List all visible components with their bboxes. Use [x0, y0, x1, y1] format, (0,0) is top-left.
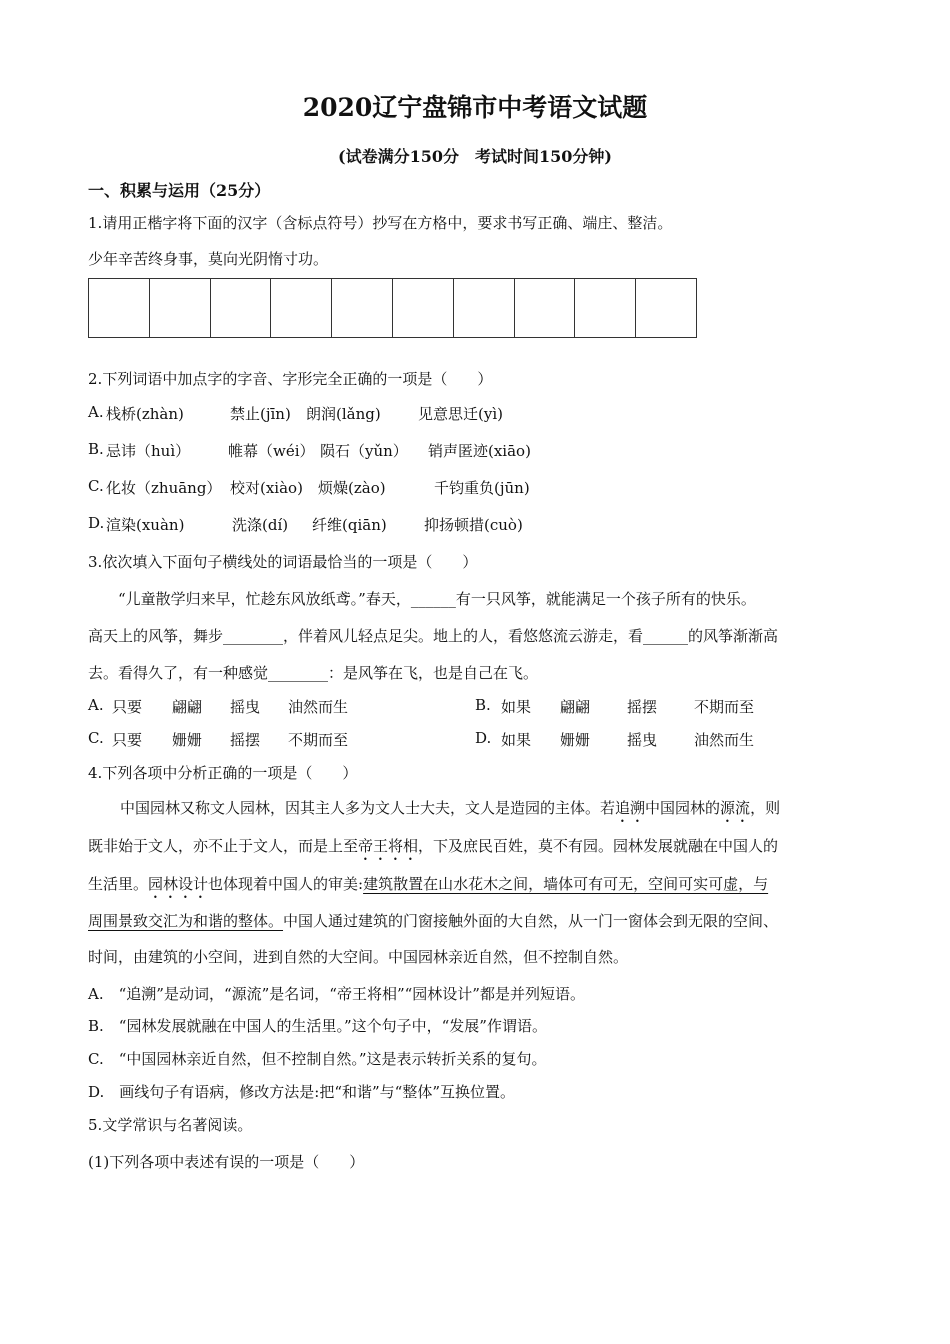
option-word: 只要	[112, 731, 143, 749]
option-word: 姗姗	[560, 731, 591, 749]
grid-cell[interactable]	[393, 279, 454, 337]
dotted-word: 源流	[720, 799, 751, 817]
grid-cell[interactable]	[515, 279, 576, 337]
question-text: 请用正楷字将下面的汉字（含标点符号）抄写在方格中，要求书写正确、端庄、整洁。	[102, 214, 673, 232]
option-c[interactable]: C. “中国园林亲近自然，但不控制自然。”这是表示转折关系的复句。	[88, 1050, 547, 1068]
question-text: 下列各项中分析正确的一项是（ ）	[102, 764, 358, 782]
question-number: 3.	[88, 553, 103, 571]
text-run: 中国园林又称文人园林，因其主人多为文人士大夫，文人是造园的主体。若	[120, 799, 616, 817]
option-word: 洗涤(dí)	[232, 516, 289, 534]
question-5	[88, 1114, 252, 1135]
option-word: 不期而至	[288, 731, 349, 749]
option-word: 烦燥(zào)	[318, 479, 386, 497]
dotted-word: 帝王将相	[358, 837, 419, 855]
text-run: ，则	[750, 799, 781, 817]
option-word: 摇曳	[627, 731, 658, 749]
writing-grid	[88, 278, 697, 338]
section-heading: 一、积累与运用（25分）	[88, 181, 271, 200]
option-word: 摇摆	[627, 698, 658, 716]
option-word: 如果	[501, 731, 532, 749]
question-number: 5.	[88, 1116, 103, 1134]
option-word: 翩翩	[560, 698, 591, 716]
option-word: 陨石（yǔn）	[320, 442, 408, 460]
option-a[interactable]: A. “追溯”是动词，“源流”是名词，“帝王将相”“园林设计”都是并列短语。	[88, 985, 585, 1003]
grid-cell[interactable]	[636, 279, 696, 337]
grid-cell[interactable]	[271, 279, 332, 337]
grid-cell[interactable]	[332, 279, 393, 337]
option-word: 见意思迁(yì)	[418, 405, 503, 423]
text-run: 也体现着中国人的审美:	[208, 875, 364, 893]
underlined-sentence: 建筑散置在山水花木之间，墙体可有可无，空间可实可虚，与	[363, 875, 769, 893]
dotted-word: 园林设计	[148, 875, 209, 893]
option-word: 不期而至	[694, 698, 755, 716]
option-word: 朗润(lǎng)	[306, 405, 381, 423]
dotted-word: 追溯	[615, 799, 646, 817]
option-letter: C.	[88, 729, 104, 747]
underlined-sentence: 周围景致交汇为和谐的整体。	[88, 912, 284, 930]
option-word: 摇曳	[230, 698, 261, 716]
question-number: 4.	[88, 764, 103, 782]
passage-line	[88, 835, 778, 864]
option-word: 禁止(jīn)	[230, 405, 291, 423]
option-word: 油然而生	[694, 731, 755, 749]
text-run: 既非始于文人，亦不止于文人，而是上至	[88, 837, 359, 855]
grid-cell[interactable]	[575, 279, 636, 337]
passage-line	[88, 873, 768, 902]
page-title: 2020辽宁盘锦市中考语文试题	[302, 93, 648, 122]
question-number: 1.	[88, 214, 103, 232]
option-word: 抑扬顿措(cuò)	[424, 516, 523, 534]
option-word: 千钧重负(jūn)	[434, 479, 530, 497]
question-text: 下列词语中加点字的字音、字形完全正确的一项是（ ）	[102, 370, 493, 388]
option-word: 校对(xiào)	[230, 479, 303, 497]
question-3	[88, 551, 477, 572]
text-run: 中国园林的	[645, 799, 721, 817]
copy-sentence: 少年辛苦终身事，莫向光阴惰寸功。	[88, 250, 329, 268]
grid-cell[interactable]	[211, 279, 272, 337]
option-letter: C.	[88, 477, 104, 495]
option-letter: A.	[88, 696, 104, 714]
question-4	[88, 762, 357, 783]
passage-line: “儿童散学归来早，忙趁东风放纸鸢。”春天，______有一只风筝，就能满足一个孩子所有的快乐。	[118, 590, 756, 608]
option-word: 纤维(qiān)	[312, 516, 387, 534]
text-run: ，下及庶民百姓，莫不有园。园林发展就融在中国人的	[418, 837, 779, 855]
option-letter: B.	[88, 440, 104, 458]
passage-line: 去。看得久了，有一种感觉________：是风筝在飞，也是自己在飞。	[88, 664, 539, 682]
option-b[interactable]: B. “园林发展就融在中国人的生活里。”这个句子中，“发展”作谓语。	[88, 1017, 547, 1035]
passage-line: 高天上的风筝，舞步________，伴着风儿轻点足尖。地上的人，看悠悠流云游走，看______的风筝渐渐高	[88, 627, 779, 645]
question-number: 2.	[88, 370, 103, 388]
option-word: 翩翩	[172, 698, 203, 716]
option-letter: D.	[88, 514, 105, 532]
question-text: 文学常识与名著阅读。	[102, 1116, 253, 1134]
question-2	[88, 368, 492, 389]
option-d[interactable]: D. 画线句子有语病，修改方法是:把“和谐”与“整体”互换位置。	[88, 1083, 515, 1101]
option-word: 化妆（zhuāng）	[106, 479, 222, 497]
question-text: 依次填入下面句子横线处的词语最恰当的一项是（ ）	[102, 553, 478, 571]
option-word: 渲染(xuàn)	[106, 516, 185, 534]
option-word: 姗姗	[172, 731, 203, 749]
option-word: 栈桥(zhàn)	[106, 405, 184, 423]
exam-info: (试卷满分150分 考试时间150分钟)	[338, 147, 612, 166]
option-word: 摇摆	[230, 731, 261, 749]
option-word: 帷幕（wéi）	[228, 442, 315, 460]
sub-question: (1)下列各项中表述有误的一项是（ ）	[88, 1153, 365, 1171]
passage-line: 时间，由建筑的小空间，进到自然的大空间。中国园林亲近自然，但不控制自然。	[88, 948, 629, 966]
passage-line	[120, 797, 780, 826]
option-word: 忌讳（huì）	[106, 442, 191, 460]
option-word: 销声匿迹(xiāo)	[428, 442, 531, 460]
text-run: 生活里。	[88, 875, 149, 893]
question-1	[88, 212, 672, 233]
option-letter: D.	[475, 729, 492, 747]
grid-cell[interactable]	[454, 279, 515, 337]
option-letter: B.	[475, 696, 491, 714]
option-letter: A.	[88, 403, 104, 421]
text-run: 中国人通过建筑的门窗接触外面的大自然，从一门一窗体会到无限的空间、	[283, 912, 779, 930]
grid-cell[interactable]	[89, 279, 150, 337]
option-word: 油然而生	[288, 698, 349, 716]
option-word: 如果	[501, 698, 532, 716]
option-word: 只要	[112, 698, 143, 716]
grid-cell[interactable]	[150, 279, 211, 337]
passage-line	[88, 910, 778, 931]
